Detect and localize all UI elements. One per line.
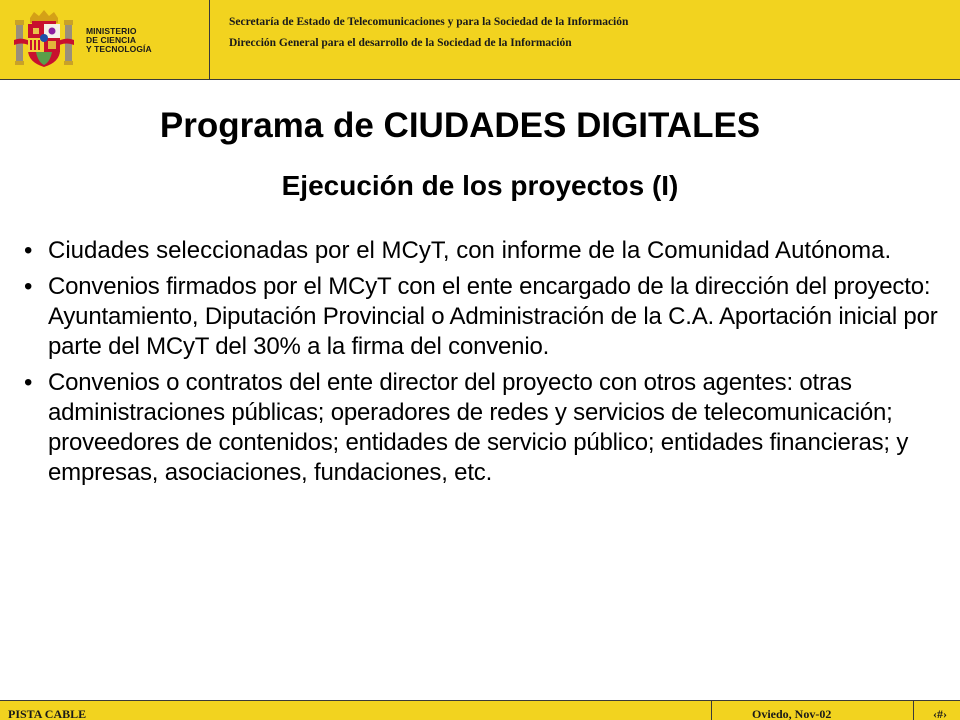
- slide-subtitle: Ejecución de los proyectos (I): [281, 170, 679, 201]
- bullet-text: Convenios o contratos del ente director del proyecto con otros agentes: otras administraciones públicas; operadores de redes y servicios de telecomunicación; proveedores de contenidos; entidades de servicio público; entidades financieras; y empresas, asociaciones, fundaciones, etc.: [48, 369, 909, 486]
- bullet-item: [24, 272, 954, 362]
- ministry-line-3: Y TECNOLOGÍA: [86, 44, 152, 54]
- bullet-list: [24, 232, 954, 488]
- ministry-line-1: MINISTERIO: [86, 26, 137, 36]
- bullet-text: Convenios firmados por el MCyT con el ente encargado de la dirección del proyecto: Ayuntamiento, Diputación Provincial o Administración de la C.A. Aportación inicial por parte del MCyT del 30% a la firma del convenio.: [48, 273, 938, 360]
- ministry-name: [86, 27, 152, 54]
- header-bar: [0, 0, 960, 80]
- bullet-marker: •: [24, 369, 33, 396]
- footer-divider: [711, 701, 712, 720]
- bullet-text: Ciudades seleccionadas por el MCyT, con informe de la Comunidad Autónoma.: [48, 237, 892, 264]
- ministry-line-2: DE CIENCIA: [86, 35, 137, 45]
- footer-place-date: Oviedo, Nov-02: [752, 707, 832, 720]
- footer-event-label: PISTA CABLE: [8, 707, 87, 720]
- bullet-item: [24, 232, 954, 270]
- bullet-item: [24, 368, 954, 488]
- footer-page-number: ‹#›: [933, 707, 947, 720]
- slide-title: Programa de CIUDADES DIGITALES: [159, 106, 761, 145]
- footer-divider: [913, 701, 914, 720]
- header-line-direccion: Dirección General para el desarrollo de la Sociedad de la Información: [229, 37, 572, 49]
- bullet-marker: •: [24, 273, 33, 300]
- ministry-logo-box: [0, 0, 210, 80]
- header-text: [229, 12, 628, 54]
- bullet-marker: •: [24, 237, 33, 264]
- footer-bar: [0, 700, 960, 720]
- header-line-secretaria: Secretaría de Estado de Telecomunicaciones y para la Sociedad de la Información: [229, 16, 629, 28]
- coat-of-arms-icon: [14, 10, 74, 70]
